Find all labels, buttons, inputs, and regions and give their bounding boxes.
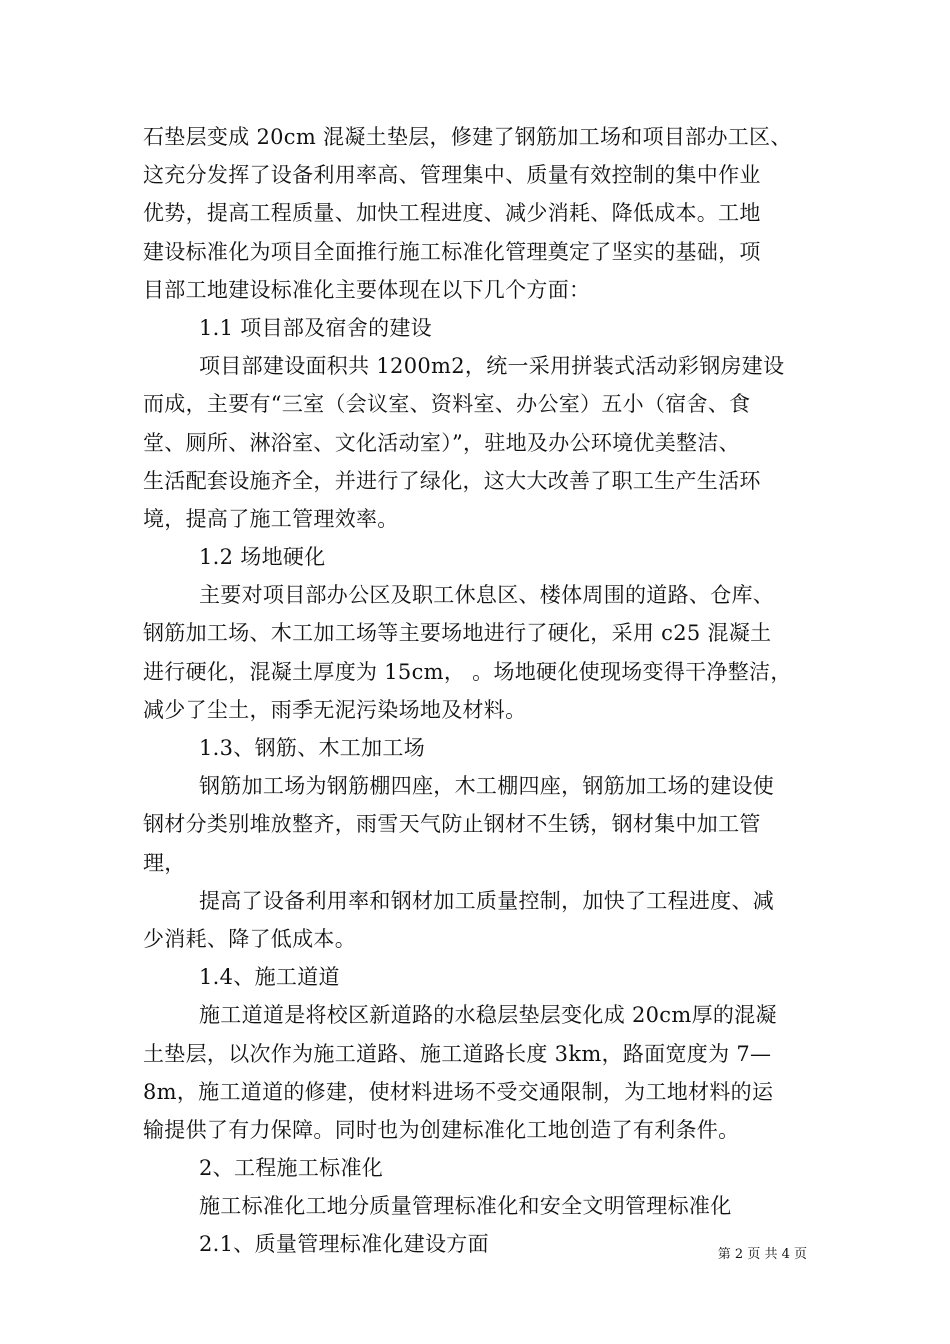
text-line: 减少了尘土，雨季无泥污染场地及材料。 xyxy=(143,697,527,722)
text-line: 建设标准化为项目全面推行施工标准化管理奠定了坚实的基础，项 xyxy=(143,239,761,264)
text-line: 土垫层，以次作为施工道路、施工道路长度 3km，路面宽度为 7— xyxy=(143,1041,772,1066)
text-line: 钢材分类别堆放整齐，雨雪天气防止钢材不生锈，钢材集中加工管 xyxy=(143,812,761,837)
text-line: 优势，提高工程质量、加快工程进度、减少消耗、降低成本。工地 xyxy=(143,201,761,226)
text-line: 2、工程施工标准化 xyxy=(199,1156,384,1181)
text-line: 8m，施工道道的修建，使材料进场不受交通限制，为工地材料的运 xyxy=(143,1079,774,1104)
text-line: 境，提高了施工管理效率。 xyxy=(143,506,399,531)
text-line: 钢筋加工场、木工加工场等主要场地进行了硬化，采用 c25 混凝土 xyxy=(143,621,772,646)
text-line: 1.3、钢筋、木工加工场 xyxy=(199,736,425,760)
text-line: 生活配套设施齐全，并进行了绿化，这大大改善了职工生产生活环 xyxy=(143,468,761,493)
text-line: 堂、厕所、淋浴室、文化活动室）”，驻地及办公环境优美整洁、 xyxy=(143,430,740,455)
text-line: 施工道道是将校区新道路的水稳层垫层变化成 20cm厚的混凝 xyxy=(199,1003,777,1028)
text-line: 施工标准化工地分质量管理标准化和安全文明管理标准化 xyxy=(199,1194,732,1219)
text-line: 钢筋加工场为钢筋棚四座，木工棚四座，钢筋加工场的建设使 xyxy=(199,774,775,799)
text-line: 目部工地建设标准化主要体现在以下几个方面： xyxy=(143,277,591,302)
text-line: 石垫层变成 20cm 混凝土垫层，修建了钢筋加工场和项目部办工区、 xyxy=(143,125,792,149)
text-line: 项目部建设面积共 1200m2，统一采用拼装式活动彩钢房建设 xyxy=(199,354,785,379)
text-line: 主要对项目部办公区及职工休息区、楼体周围的道路、仓库、 xyxy=(199,583,775,608)
text-line: 进行硬化，混凝土厚度为 15cm， 。场地硬化使现场变得干净整洁， xyxy=(143,659,792,684)
text-line: 少消耗、降了低成本。 xyxy=(143,926,356,951)
text-line: 1.1 项目部及宿舍的建设 xyxy=(199,315,432,340)
text-line: 2.1、质量管理标准化建设方面 xyxy=(199,1232,489,1257)
text-line: 这充分发挥了设备利用率高、管理集中、质量有效控制的集中作业 xyxy=(143,163,761,188)
text-line: 1.2 场地硬化 xyxy=(199,545,326,570)
page-number-footer: 第 2 页 共 4 页 xyxy=(717,1247,807,1262)
text-line: 1.4、施工道道 xyxy=(199,965,340,990)
text-line: 提高了设备利用率和钢材加工质量控制，加快了工程进度、减 xyxy=(199,888,775,913)
text-line: 输提供了有力保障。同时也为创建标准化工地创造了有利条件。 xyxy=(143,1117,740,1142)
text-line: 理， xyxy=(143,850,186,875)
text-line: 而成，主要有“三室（会议室、资料室、办公室）五小（宿舍、食 xyxy=(143,392,751,417)
document-body xyxy=(143,118,807,1264)
